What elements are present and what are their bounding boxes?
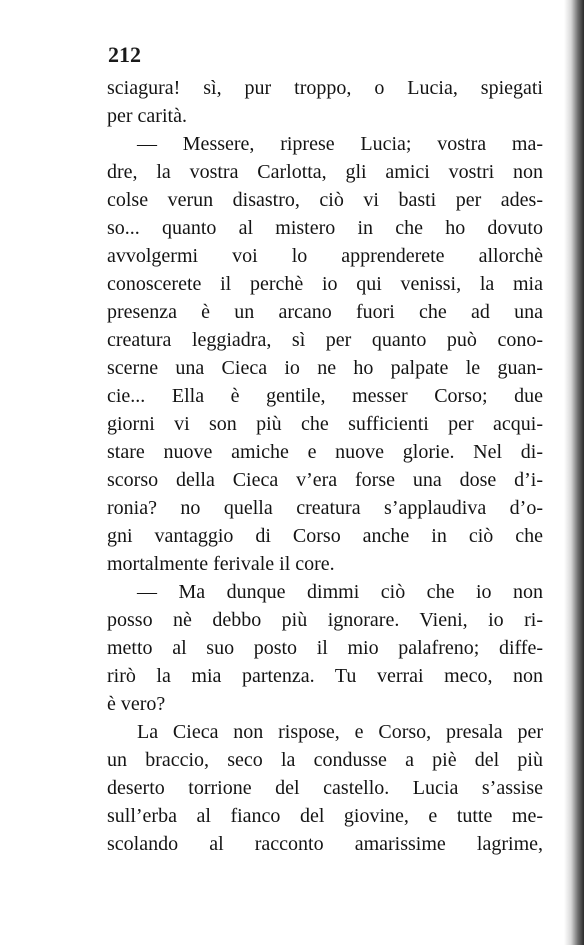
text-line: sull’erba al fianco del giovine, e tutte me-	[107, 805, 543, 827]
text-line: cie... Ella è gentile, messer Corso; due	[107, 385, 543, 407]
text-line: un braccio, seco la condusse a piè del più	[107, 749, 543, 771]
page-edge-shadow	[564, 0, 584, 945]
text-line: scolando al racconto amarissime lagrime,	[107, 833, 543, 855]
text-line: avvolgermi voi lo apprenderete allorchè	[107, 245, 543, 267]
text-line: sciagura! sì, pur troppo, o Lucia, spiegati	[107, 77, 543, 99]
text-line: rirò la mia partenza. Tu verrai meco, non	[107, 665, 543, 687]
text-line: dre, la vostra Carlotta, gli amici vostri non	[107, 161, 543, 183]
body-text	[107, 74, 543, 858]
text-line: creatura leggiadra, sì per quanto può cono-	[107, 329, 543, 351]
text-line: è vero?	[107, 693, 166, 715]
text-line: colse verun disastro, ciò vi basti per ades-	[107, 189, 543, 211]
text-line: stare nuove amiche e nuove glorie. Nel di-	[107, 441, 543, 463]
text-line: — Messere, riprese Lucia; vostra ma-	[137, 133, 543, 155]
page-number: 212	[108, 42, 141, 67]
text-line: ronia? no quella creatura s’applaudiva d’o-	[107, 497, 543, 519]
text-line: metto al suo posto il mio palafreno; diffe-	[107, 637, 543, 659]
text-line: mortalmente ferivale il core.	[107, 553, 335, 575]
text-line: — Ma dunque dimmi ciò che io non	[137, 581, 543, 603]
text-line: posso nè debbo più ignorare. Vieni, io ri-	[107, 609, 543, 631]
text-line: scerne una Cieca io ne ho palpate le guan-	[107, 357, 543, 379]
text-line: deserto torrione del castello. Lucia s’assise	[107, 777, 543, 799]
text-line: scorso della Cieca v’era forse una dose d’i-	[107, 469, 543, 491]
text-line: gni vantaggio di Corso anche in ciò che	[107, 525, 543, 547]
text-line: per carità.	[107, 105, 187, 127]
text-line: so... quanto al mistero in che ho dovuto	[107, 217, 543, 239]
text-line: giorni vi son più che sufficienti per acqui-	[107, 413, 543, 435]
text-line: La Cieca non rispose, e Corso, presala per	[137, 721, 543, 743]
text-line: presenza è un arcano fuori che ad una	[107, 301, 543, 323]
text-line: conoscerete il perchè io qui venissi, la mia	[107, 273, 543, 295]
